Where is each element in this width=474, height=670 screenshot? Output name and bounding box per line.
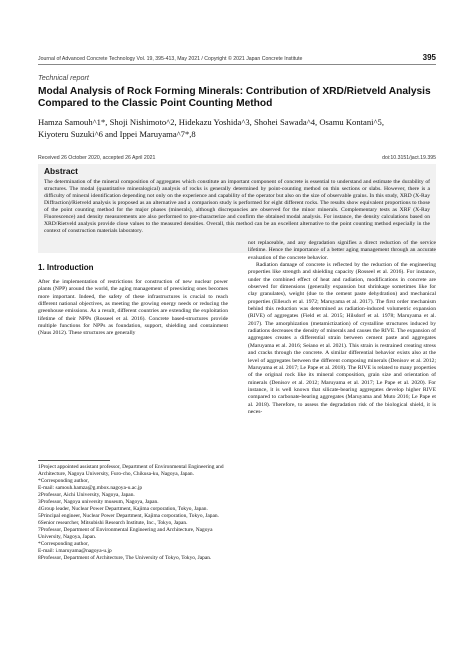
article-title: Modal Analysis of Rock Forming Minerals: Contribution of XRD/Rietveld Analysis Compared to the Classic Point Counting Method (38, 86, 431, 109)
footnote-author-3: 3Professor, Nagoya university museum, Nagoya, Japan. (38, 499, 159, 505)
footnote-author-4: 4Group leader, Nuclear Power Department, Kajima corporation, Tokyo, Japan. (38, 506, 208, 512)
footnotes (38, 464, 228, 562)
right-paragraph-2: Radiation damage of concrete is reflected by the reduction of the engineering properties like strength and shielding capacity (Rosseel et al. 2016). For instance, under the combined effect of heat and radiation, modifications in concrete are observed for dimensions (generally expansion but shrinkage sometimes like for clay granulates), weight (due to the cement paste dehydration) and mechanical properties (Elleuch et al. 1972; Maruyama et al. 2017). The first order mechanism behind this reduction was determined as radiation-induced volumetric expansion (RIVE) of aggregates (Field et al. 2015; Hilsdorf et al. 1978; Maruyama et al. 2017). The amorphization (metamictization) of crystalline structures induced by radiations decreases the density of minerals and causes the RIVE. The expansion of aggregates creates a differential strain between cement paste and aggregates (Maruyama et al. 2016; Seiano et al. 2021). This strain is restrained creating stress and cracks through the concrete. A similar differential behavior exists also at the level of aggregates between the different composing minerals (Denisov et al. 2012; Maruyama et al. 2017; Le Pape et al. 2018). The RIVE is related to many properties of the original rock like its mineral composition, grain size and orientation of minerals (Denisov et al. 2012; Maruyama et al. 2017; Le Pape et al. 2020). For instance, it is well known that silicate-bearing aggregates develop higher RIVE compared to carbonate-bearing aggregates (Maruyama and Muto 2016; Le Pape et al. 2018). Therefore, to assess the degradation risk of the biological shield, it is neces- (248, 262, 436, 415)
footnote-author-2: 2Professor, Aichi University, Nagoya, Japan. (38, 492, 135, 498)
header-rule (38, 64, 436, 65)
doi-link[interactable]: doi:10.3151/jact.19.395 (382, 155, 436, 161)
footnote-corresponding-1: *Corresponding author, (38, 478, 89, 484)
right-column (248, 240, 436, 416)
left-column (38, 263, 228, 338)
author-list (38, 117, 436, 140)
footnote-author-5: 5Principal engineer, Nuclear Power Department, Kajima corporation, Tokyo, Japan. (38, 513, 219, 519)
footnote-rule (38, 460, 110, 461)
authors-line-1: Hamza Samouh^1*, Shoji Nishimoto^2, Hidekazu Yoshida^3, Shohei Sawada^4, Osamu Kontani^5, (38, 117, 384, 127)
right-paragraph-1: not replaceable, and any degradation signifies a direct reduction of the service lifetime. Hence the importance of a better aging management through an accurate evaluation of the concrete behavior. (248, 240, 436, 261)
section-heading-introduction: 1. Introduction (38, 263, 94, 272)
footnote-email-2[interactable]: E-mail: i.maruyama@nagoya-u.jp (38, 548, 112, 554)
authors-line-2: Kiyoteru Suzuki^6 and Ippei Maruyama^7*,8 (38, 128, 196, 139)
running-header: Journal of Advanced Concrete Technology Vol. 19, 395-413, May 2021 / Copyright © 2021 Japan Concrete Institute (38, 56, 303, 62)
footnote-author-8: 8Professor, Department of Architecture, The University of Tokyo, Tokyo, Japan. (38, 555, 212, 561)
footnote-author-6: 6Senior researcher, Mitsubishi Research Institute, Inc., Tokyo, Japan. (38, 520, 188, 526)
footnote-email-1[interactable]: E-mail: samouh.hamza@g.mbox.nagoya-u.ac.jp (38, 485, 143, 491)
abstract-heading: Abstract (44, 166, 78, 176)
footnote-author-1: 1Project appointed assistant professor, Department of Environmental Engineering and Architecture, Nagoya University, Furo-cho, Chikusa-ku, Nagoya, Japan. (38, 464, 224, 477)
abstract-text: The determination of the mineral composition of aggregates which constitute an important component of concrete is essential to understand and estimate the durability of structures. The modal (quantitative mineralogical) analysis of rocks is generally determined by point-counting method on thin sections or slabs. However, there is a difficulty of mineral identification depending not only on the experience and capability of the operator but also on the size of observable grains. In this study, XRD (X-Ray Diffraction)/Rietveld analysis is proposed as an alternative and a comparison study is performed for eight different rocks. The results show equivalent proportions to those of the point counting method for the major phases (minerals), although discrepancies are observed for the minor minerals. Complementary tests as XRF (X-Ray Fluorescence) and density measurements are also performed to pre-characterize and confirm the obtained modal analysis. For instance, the density calculations based on XRD/Rietveld analysis provide close values to the measured densities. Overall, this method can be an excellent alternative to the point counting method especially in the context of construction materials laboratory. (44, 179, 430, 235)
page-number: 395 (422, 53, 436, 62)
article-type: Technical report (38, 73, 89, 82)
received-accepted-dates: Received 26 October 2020, accepted 26 April 2021 (38, 155, 156, 161)
footnote-corresponding-2: *Corresponding author, (38, 541, 89, 547)
footnote-author-7: 7Professor, Department of Environmental Engineering and Architecture, Nagoya University, Nagoya, Japan. (38, 527, 213, 540)
intro-paragraph-1: After the implementation of restrictions for construction of new nuclear power plants (NPP) around the world, the aging management of preexisting ones becomes more important. Indeed, the safety of these infrastructures is crucial to reach different national objectives, as meeting the growing energy needs or reducing the greenhouse emissions. As a result, different countries are extending the exploitation lifetime of their NPPs (Rosseel et al. 2016). Concrete based-structures provide multiple functions for NPPs as foundation, support, shielding and containment (Naus 2012). These structures are generally (38, 279, 228, 337)
